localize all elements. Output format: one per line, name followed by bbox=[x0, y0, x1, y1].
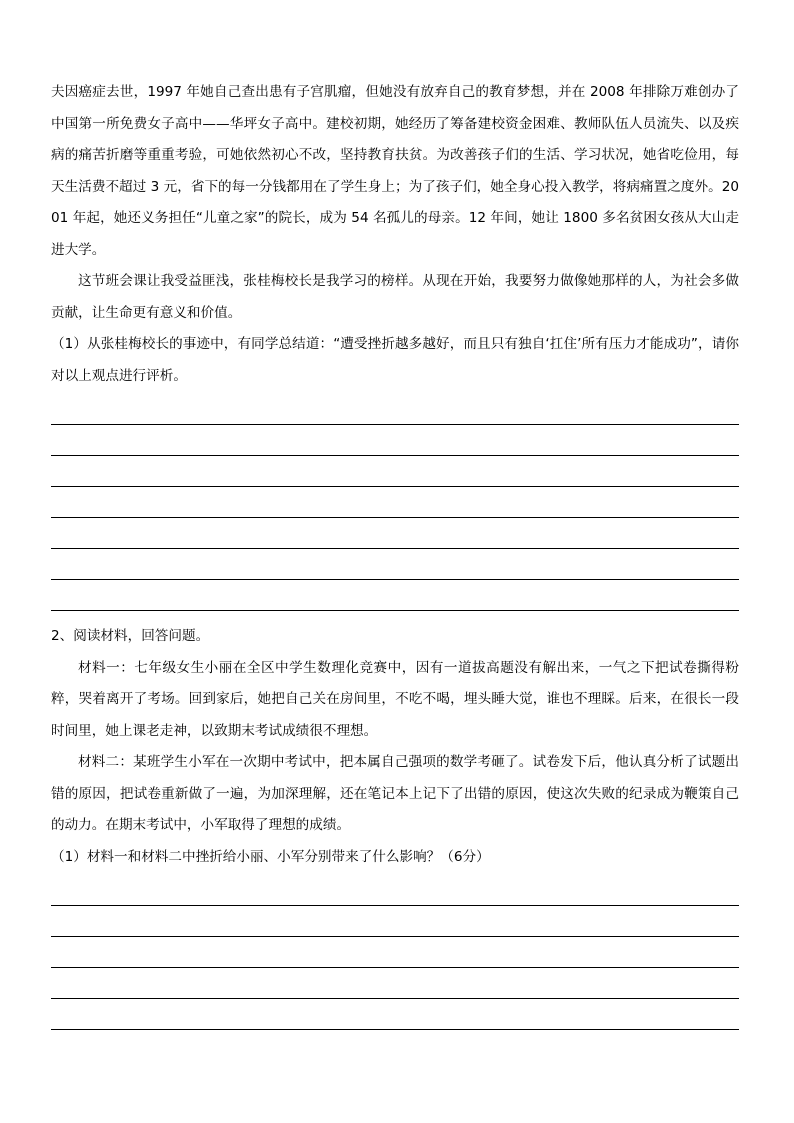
answer-line[interactable] bbox=[51, 487, 739, 518]
reflection-paragraph: 这节班会课让我受益匪浅，张桂梅校长是我学习的榜样。从现在开始，我要努力做像她那样的人，为社会多做贡献，让生命更有意义和价值。 bbox=[51, 273, 739, 321]
story-paragraph: 夫因癌症去世，1997 年她自己查出患有子宫肌瘤，但她没有放弃自己的教育梦想，并在 2008 年排除万难创办了中国第一所免费女子高中——华坪女子高中。建校初期，她经历了筹备建校资金困难、教师队伍人员流失、以及疾病的痛苦折磨等重重考验，可她依然初心不改，坚持教育扶贫。为改善孩子们的生活、学习状况，她省吃俭用，每天生活费不超过 3 元，省下的每一分钱都用在了学生身上；为了孩子们，她全身心投入教学，将病痛置之度外。2001 年起，她还义务担任“儿童之家”的院长，成为 54 名孤儿的母亲。12 年间，她让 1800 多名贫困女孩从大山走进大学。 bbox=[51, 84, 739, 258]
answer-line[interactable] bbox=[51, 937, 739, 968]
answer-line[interactable] bbox=[51, 518, 739, 549]
answer-line[interactable] bbox=[51, 999, 739, 1030]
answer-line[interactable] bbox=[51, 580, 739, 611]
answer-line[interactable] bbox=[51, 549, 739, 580]
answer-area-2[interactable] bbox=[51, 875, 739, 1030]
document-page bbox=[51, 77, 739, 1030]
material-one: 材料一：七年级女生小丽在全区中学生数理化竞赛中，因有一道拔高题没有解出来，一气之下把试卷撕得粉粹，哭着离开了考场。回到家后，她把自己关在房间里，不吃不喝，埋头睡大觉，谁也不理睬。后来，在很长一段时间里，她上课老走神，以致期末考试成绩很不理想。 bbox=[51, 659, 739, 739]
question-2-heading: 2、阅读材料，回答问题。 bbox=[51, 628, 210, 644]
answer-line[interactable] bbox=[51, 906, 739, 937]
material-two: 材料二：某班学生小军在一次期中考试中，把本属自己强项的数学考砸了。试卷发下后，他认真分析了试题出错的原因，把试卷重新做了一遍，为加深理解，还在笔记本上记下了出错的原因，使这次失败的纪录成为鞭策自己的动力。在期末考试中，小军取得了理想的成绩。 bbox=[51, 754, 739, 833]
answer-line[interactable] bbox=[51, 968, 739, 999]
question-1-1: （1）从张桂梅校长的事迹中，有同学总结道：“遭受挫折越多越好，而且只有独自‘扛住’所有压力才能成功”，请你对以上观点进行评析。 bbox=[51, 336, 739, 384]
answer-line[interactable] bbox=[51, 456, 739, 487]
answer-line[interactable] bbox=[51, 394, 739, 425]
answer-line[interactable] bbox=[51, 425, 739, 456]
answer-line[interactable] bbox=[51, 875, 739, 906]
answer-area-1[interactable] bbox=[51, 394, 739, 611]
question-2-1: （1）材料一和材料二中挫折给小丽、小军分别带来了什么影响？（6分） bbox=[51, 848, 490, 865]
